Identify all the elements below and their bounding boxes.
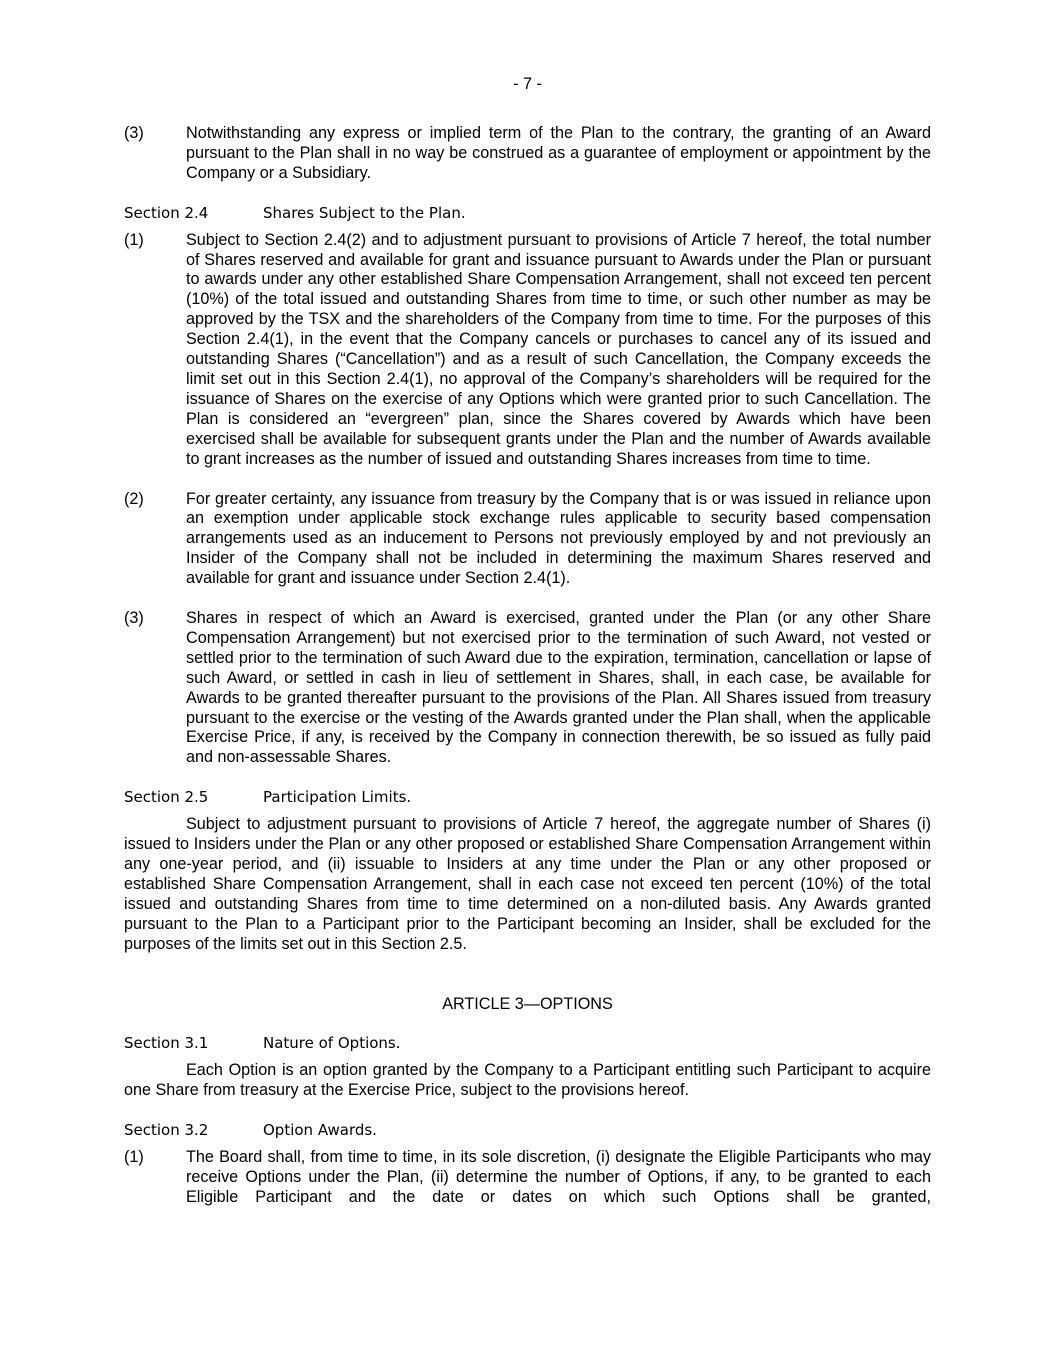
subsection-3-2-1 (124, 1148, 931, 1208)
section-heading-2-4 (124, 204, 931, 224)
item-number: (3) (124, 609, 144, 628)
subsection-2-4-2 (124, 490, 931, 590)
item-number: (3) (124, 124, 144, 142)
section-number: Section 2.4 (124, 203, 209, 222)
page-number: - 7 - (513, 75, 542, 93)
item-text: Notwithstanding any express or implied term of the Plan to the contrary, the granting of an Award pursuant to the Plan shall in no way be construed as a guarantee of employment or appointment by the Company or a Subsidiary. (186, 124, 931, 182)
section-number: Section 3.1 (124, 1034, 209, 1053)
item-text: Subject to Section 2.4(2) and to adjustment pursuant to provisions of Article 7 hereof, the total number of Shares reserved and available for grant and issuance pursuant to Awards under the Plan or pursuant to awards under any other established Share Compensation Arrangement, shall not exceed ten percent (10%) of the total issued and outstanding Shares from time to time, or such other number as may be approved by the TSX and the shareholders of the Company from time to time. For the purposes of this Section 2.4(1), in the event that the Company cancels or purchases to cancel any of its issued and outstanding Shares (“Cancellation”) and as a result of such Cancellation, the Company exceeds the limit set out in this Section 2.4(1), no approval of the Company’s shareholders will be required for the issuance of Shares on the exercise of any Options which were granted prior to such Cancellation. The Plan is considered an “evergreen” plan, since the Shares covered by Awards which have been exercised shall be available for subsequent grants under the Plan and the number of Awards available to grant increases as the number of issued and outstanding Shares increases from time to time. (186, 230, 931, 468)
subsection-2-4-1 (124, 231, 931, 470)
section-title: Option Awards. (263, 1121, 377, 1140)
article-heading: ARTICLE 3—OPTIONS (442, 994, 613, 1013)
item-text: The Board shall, from time to time, in its sole discretion, (i) designate the Eligible Participants who may receive Options under the Plan, (ii) determine the number of Options, if any, to be granted to each Eligible Participant and the date or dates on which such Options shall be granted, (186, 1148, 931, 1206)
page-content (124, 124, 931, 1208)
item-number: (1) (124, 230, 144, 249)
paragraph-3-1: Each Option is an option granted by the Company to a Participant entitling such Participant to acquire one Share from treasury at the Exercise Price, subject to the provisions hereof. (124, 1061, 931, 1100)
item-number: (1) (124, 1148, 144, 1167)
paragraph-2-5: Subject to adjustment pursuant to provisions of Article 7 hereof, the aggregate number of Shares (i) issued to Insiders under the Plan or any other proposed or established Share Compensation Arrangement within any one-year period, and (ii) issuable to Insiders at any time under the Plan or any other proposed or established Share Compensation Arrangement, shall in each case not exceed ten percent (10%) of the total issued and outstanding Shares from time to time determined on a non-diluted basis. Any Awards granted pursuant to the Plan to a Participant prior to the Participant becoming an Insider, shall be excluded for the purposes of the limits set out in this Section 2.5. (124, 815, 931, 953)
section-heading-2-5 (124, 788, 931, 808)
subsection-2-4-3 (124, 609, 931, 768)
subsection-2-3-3 (124, 124, 931, 184)
section-title: Nature of Options. (263, 1034, 401, 1053)
item-text: Shares in respect of which an Award is exercised, granted under the Plan (or any other Share Compensation Arrangement) but not exercised prior to the termination of such Award, not vested or settled prior to the termination of such Award due to the expiration, termination, cancellation or lapse of such Award, or settled in cash in lieu of settlement in Shares, shall, in each case, be available for Awards to be granted thereafter pursuant to the provisions of the Plan. All Shares issued from treasury pursuant to the exercise or the vesting of the Awards granted under the Plan shall, when the applicable Exercise Price, if any, is received by the Company in connection therewith, be so issued as fully paid and non-assessable Shares. (186, 609, 931, 767)
item-text: For greater certainty, any issuance from treasury by the Company that is or was issued in reliance upon an exemption under applicable stock exchange rules applicable to security based compensation arrangements used as an inducement to Persons not previously employed by and not previously an Insider of the Company shall not be included in determining the maximum Shares reserved and available for grant and issuance under Section 2.4(1). (186, 489, 931, 588)
section-heading-3-2 (124, 1121, 931, 1141)
section-title: Shares Subject to the Plan. (263, 203, 466, 222)
section-number: Section 2.5 (124, 788, 209, 807)
section-heading-3-1 (124, 1034, 931, 1054)
section-title: Participation Limits. (263, 788, 412, 807)
item-number: (2) (124, 489, 144, 508)
section-number: Section 3.2 (124, 1121, 209, 1140)
